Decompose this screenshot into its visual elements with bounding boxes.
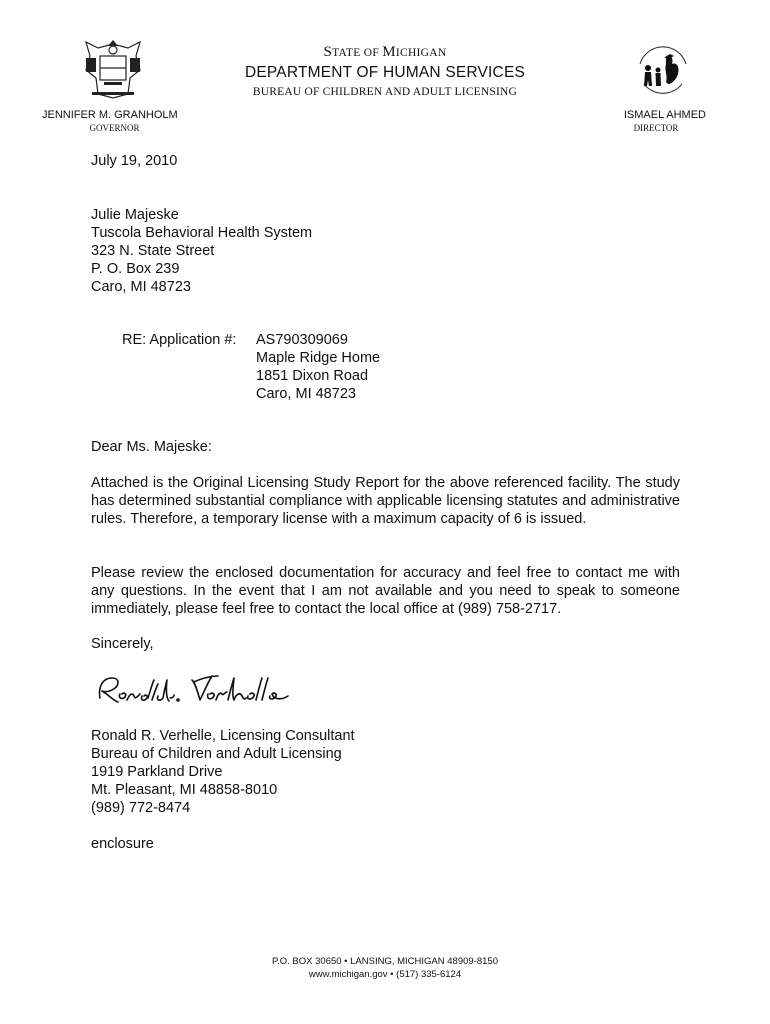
signer-line: Bureau of Children and Adult Licensing <box>91 746 342 762</box>
re-line: AS790309069 <box>256 332 348 348</box>
signer-line: Mt. Pleasant, MI 48858-8010 <box>91 782 278 798</box>
state-heading: STATE OF MICHIGAN <box>323 44 447 60</box>
bureau-title: BUREAU OF CHILDREN AND ADULT LICENSING <box>252 86 518 98</box>
re-line: Caro, MI 48723 <box>256 386 356 402</box>
director-name: ISMAEL AHMED <box>623 109 706 121</box>
handwritten-signature <box>94 670 304 710</box>
letter-date: July 19, 2010 <box>91 153 178 169</box>
recipient-line: 323 N. State Street <box>91 243 215 259</box>
department-title: DEPARTMENT OF HUMAN SERVICES <box>244 64 526 81</box>
recipient-address <box>91 206 312 296</box>
salutation: Dear Ms. Majeske: <box>91 439 212 455</box>
re-line: Maple Ridge Home <box>256 350 381 366</box>
signer-block <box>91 727 355 817</box>
recipient-line: Julie Majeske <box>91 207 179 223</box>
recipient-line: Caro, MI 48723 <box>91 279 191 295</box>
footer-contact: www.michigan.gov • (517) 335-6124 <box>308 969 462 980</box>
governor-name: JENNIFER M. GRANHOLM <box>42 109 178 121</box>
governor-title: GOVERNOR <box>89 123 140 133</box>
director-title: DIRECTOR <box>633 123 679 133</box>
recipient-line: P. O. Box 239 <box>91 261 180 277</box>
paragraph-2 <box>91 564 680 618</box>
re-label: RE: Application #: <box>122 332 237 348</box>
footer-address: P.O. BOX 30650 • LANSING, MICHIGAN 48909-8150 <box>272 956 498 967</box>
re-details <box>256 331 380 403</box>
signer-line: 1919 Parkland Drive <box>91 764 223 780</box>
closing: Sincerely, <box>91 636 154 652</box>
signer-line: (989) 772-8474 <box>91 800 191 816</box>
re-line: 1851 Dixon Road <box>256 368 369 384</box>
paragraph-1 <box>91 474 680 528</box>
paragraph-1-text: Attached is the Original Licensing Study Report for the above referenced facility. The study has determined substantial compliance with applicable licensing statutes and administrative rules. Therefore, a temporary license with a maximum capacity of 6 is issued. <box>91 475 680 527</box>
recipient-line: Tuscola Behavioral Health System <box>91 225 313 241</box>
enclosure-note: enclosure <box>91 836 154 852</box>
signer-line: Ronald R. Verhelle, Licensing Consultant <box>91 728 355 744</box>
paragraph-2-text: Please review the enclosed documentation for accuracy and feel free to contact me with any questions. In the event that I am not available and you need to speak to someone immediately, please feel free to contact the local office at (989) 758-2717. <box>91 565 680 617</box>
